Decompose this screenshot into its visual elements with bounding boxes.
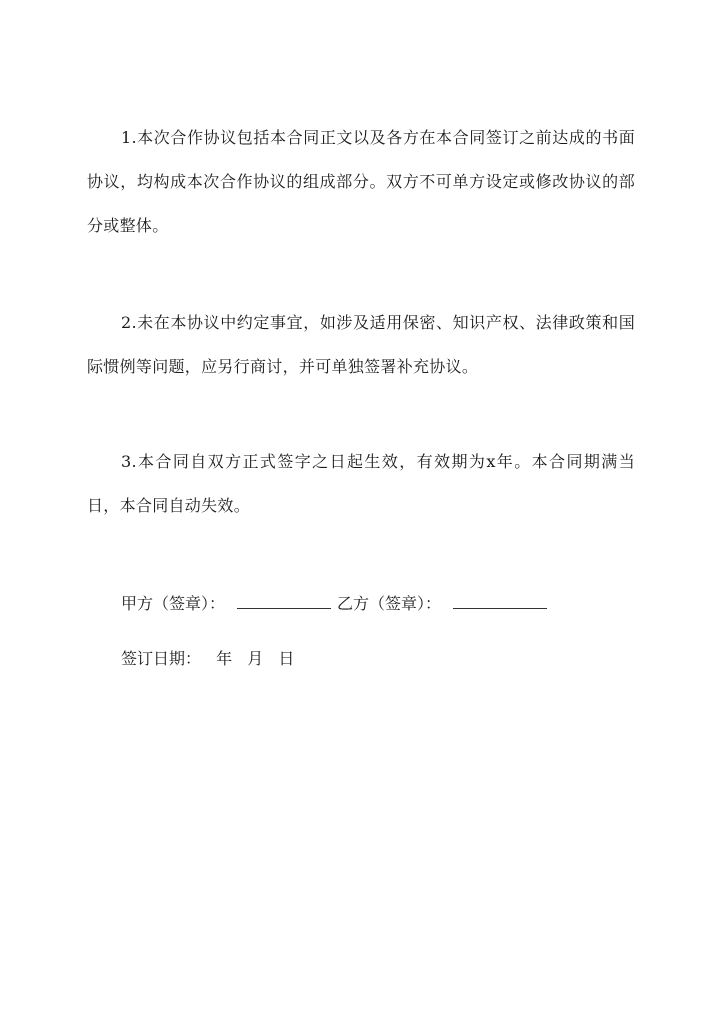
clause-3: 3.本合同自双方正式签字之日起生效，有效期为x年。本合同期满当日，本合同自动失效。 — [87, 452, 635, 515]
clause-1: 1.本次合作协议包括本合同正文以及各方在本合同签订之前达成的书面协议，均构成本次合作协议的组成部分。双方不可单方设定或修改协议的部分或整体。 — [87, 128, 635, 235]
clause-2: 2.未在本协议中约定事宜，如涉及适用保密、知识产权、法律政策和国际惯例等问题，应另行商讨，并可单独签署补充协议。 — [87, 313, 635, 376]
party-a-label: 甲方（签章）： — [121, 594, 226, 613]
party-b-signature-blank — [453, 590, 547, 609]
signature-line — [121, 590, 553, 618]
date-month: 月 — [247, 649, 264, 668]
signing-date-label: 签订日期： — [121, 649, 202, 668]
date-year: 年 — [216, 649, 233, 668]
party-a-signature-blank — [237, 590, 331, 609]
date-day: 日 — [278, 649, 295, 668]
party-b-label: 乙方（签章）： — [337, 594, 442, 613]
signing-date-line — [121, 645, 294, 673]
